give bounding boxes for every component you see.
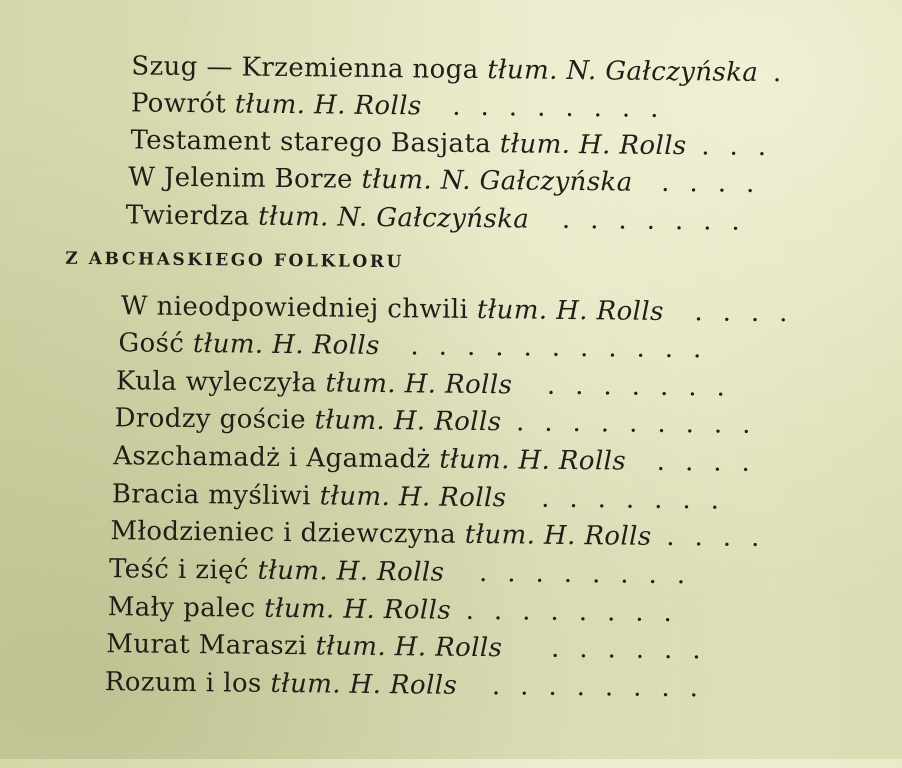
toc-entry — [121, 289, 808, 330]
entry-translator: tłum. H. Rolls — [464, 519, 652, 552]
dot-leaders: .... — [666, 522, 780, 554]
entry-translator: tłum. N. Gałczyńska — [258, 201, 530, 235]
entry-translator: tłum. H. Rolls — [257, 555, 445, 588]
entry-title: Kula wyleczyła — [115, 366, 317, 399]
dot-leaders: ... — [701, 131, 787, 163]
entry-translator: tłum. N. Gałczyńska — [487, 55, 759, 88]
toc-entry — [110, 514, 779, 555]
entry-title: Powrót — [130, 88, 227, 120]
toc-entry — [106, 627, 721, 667]
entry-title: Twierdza — [125, 200, 250, 232]
toc-entry — [128, 160, 775, 201]
dot-leaders: ....... — [540, 483, 740, 516]
toc-entry — [112, 477, 740, 518]
entry-translator: tłum. N. Gałczyńska — [361, 164, 633, 198]
entry-translator: tłum. H. Rolls — [314, 405, 502, 438]
entry-title: Bracia myśliwi — [111, 479, 312, 512]
entry-translator: tłum. H. Rolls — [270, 668, 458, 701]
entry-title: Młodzieniec i dziewczyna — [110, 516, 457, 550]
dot-leaders: ........ — [478, 558, 706, 591]
entry-title: Mały palec — [107, 592, 256, 624]
entry-translator: tłum. H. Rolls — [319, 481, 507, 514]
toc-entry — [116, 364, 745, 405]
dot-leaders: ........ — [491, 671, 719, 704]
entry-translator: tłum. H. Rolls — [192, 329, 380, 361]
dot-leaders: ........... — [410, 331, 722, 365]
entry-translator: tłum. H. Rolls — [439, 444, 627, 477]
dot-leaders: .... — [656, 446, 770, 479]
entry-title: Szug — Krzemienna noga — [131, 51, 479, 86]
dot-leaders: ....... — [546, 370, 745, 403]
entry-title: Testament starego Basjata — [130, 125, 492, 160]
entry-translator: tłum. H. Rolls — [499, 129, 687, 162]
dot-leaders: ........ — [452, 91, 679, 125]
dot-leaders: .... — [694, 297, 808, 329]
entry-title: Murat Maraszi — [106, 629, 308, 662]
toc-entry — [107, 590, 692, 630]
entry-title: Teść i zięć — [108, 554, 250, 586]
toc-entry — [130, 123, 786, 164]
entry-title: W Jelenim Borze — [127, 162, 354, 195]
toc-entry — [109, 552, 705, 592]
entry-title: Aszchamadż i Agamadż — [113, 441, 431, 475]
dot-leaders: . — [772, 58, 802, 89]
entry-title: Rozum i los — [104, 667, 262, 699]
section-heading: Z ABCHASKIEGO FOLKLORU — [65, 248, 405, 273]
dot-leaders: ........ — [465, 595, 692, 629]
toc-entry — [114, 401, 770, 442]
toc-entry — [131, 49, 801, 90]
dot-leaders: ....... — [561, 204, 760, 237]
entry-title: Drodzy goście — [114, 403, 307, 436]
entry-title: W nieodpowiedniej chwili — [120, 291, 469, 325]
entry-translator: tłum. H. Rolls — [325, 368, 513, 401]
toc-entry — [131, 86, 679, 126]
entry-translator: tłum. H. Rolls — [234, 89, 422, 122]
entry-translator: tłum. H. Rolls — [476, 295, 664, 327]
toc-entry — [118, 326, 721, 366]
dot-leaders: .... — [661, 167, 775, 200]
dot-leaders: ...... — [550, 633, 721, 666]
toc-entry — [105, 665, 719, 705]
entry-title: Gość — [118, 328, 185, 359]
entry-translator: tłum. H. Rolls — [264, 593, 452, 626]
entry-translator: tłum. H. Rolls — [315, 631, 503, 664]
dot-leaders: ......... — [515, 407, 771, 441]
toc-entry — [126, 198, 760, 239]
toc-entry — [113, 439, 770, 480]
